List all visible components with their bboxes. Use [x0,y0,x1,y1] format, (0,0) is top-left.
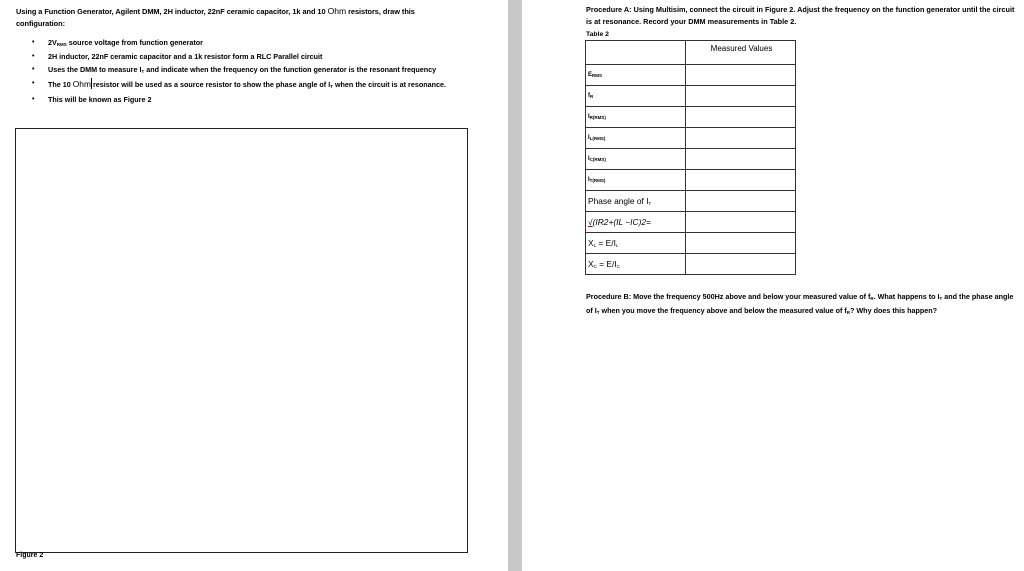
row-label-phase-angle [586,191,686,212]
label-main: = E/I [596,238,616,248]
right-page [522,0,1024,571]
label-main: X [588,238,594,248]
label-main: I [588,114,590,120]
config-bullet-list [16,37,456,106]
row-label-xl [586,233,686,254]
subscript: T [330,84,333,90]
value-cell-current-formula[interactable] [686,212,796,233]
procedure-b-text: and the phase angle of I [586,292,1014,316]
bullet-item [16,64,456,78]
row-label-ic [586,149,686,170]
bullet-icon: • [32,39,35,46]
row-label-it [586,170,686,191]
bullet-icon: • [32,80,35,88]
table-label: Table 2 [586,31,609,38]
procedure-a-text: Procedure A: Using [586,5,654,14]
table-row [586,149,796,170]
subscript: R(RMS) [589,115,606,120]
table-row [586,65,796,86]
sqrt-symbol: √ [588,217,593,227]
value-cell-il[interactable] [686,128,796,149]
subscript: T [939,296,943,301]
subscript: T [648,201,652,206]
intro-text: Using a Function Generator, Agilent DMM, 2H inductor, 22nF ceramic capacitor, 1k and 10 [16,7,326,16]
bullet-text: and indicate when the frequency on the function generator is the resonant frequency [146,64,437,74]
multisim-text: Multisim [655,5,686,14]
bullet-text: Uses the DMM to measure I [48,64,142,74]
table-row [586,128,796,149]
value-cell-fr[interactable] [686,86,796,107]
bullet-item [16,51,456,63]
procedure-a-paragraph [586,4,1018,28]
procedure-b-text: . What happens to I [873,292,940,301]
table-row [586,86,796,107]
value-cell-erms[interactable] [686,65,796,86]
bullet-text: source voltage from function generator [68,38,203,47]
table-row [586,191,796,212]
label-main: I [588,135,590,141]
bullet-item [16,94,456,106]
subscript: L [593,243,597,248]
table-row [586,212,796,233]
bullet-icon: • [32,95,35,103]
table-row [586,170,796,191]
left-page [0,0,508,571]
page-gutter [508,0,522,571]
ohm-text: Ohm [72,79,91,90]
measured-values-header: Measured Values [686,41,796,65]
label-main: I [588,177,590,183]
bullet-item [16,37,456,51]
measurement-table [585,40,796,275]
figure-label: Figure 2 [16,552,44,559]
value-cell-xc[interactable] [686,254,796,275]
bullet-text: This will be known as Figure 2 [48,94,152,104]
bullet-text: resistor will be used as a source resistor to show the phase angle of I [92,80,331,90]
table-row [586,107,796,128]
formula-part: −IC [625,217,639,227]
bullet-text: 2H inductor, 22nF ceramic capacitor and a 1k resistor form a RLC Parallel circuit [48,52,323,62]
bullet-text: 2V [48,38,57,47]
subscript: RMS [592,73,603,78]
bullet-icon: • [32,53,35,61]
procedure-b-text: ? Why does this happen? [850,306,938,316]
procedure-b-paragraph [586,291,1018,320]
procedure-a-text-end: , connect the circuit in Figure 2. Adjust the frequency on the function generator until the circuit is at resonance. Record your DMM measurements in Table 2. [586,5,1015,27]
label-main: X [588,259,594,269]
label-main: f [588,93,590,99]
row-label-xc [586,254,686,275]
table-row [586,41,796,65]
subscript: T [141,68,145,74]
formula-part: (IR2 [592,217,609,227]
row-label-ir [586,107,686,128]
row-label-current-formula [586,212,686,233]
row-label-fr [586,86,686,107]
formula-part: )2= [638,217,651,227]
subscript: C [593,264,597,269]
table-corner-cell [586,41,686,65]
table-row [586,254,796,275]
bullet-text: when the circuit is at resonance. [334,80,446,90]
bullet-icon: • [32,65,35,73]
label-main: = E/I [596,259,617,269]
row-label-erms [586,65,686,86]
procedure-b-text: when you move the frequency above and below the measured value of f [601,306,847,316]
intro-paragraph [16,5,456,30]
row-label-il [586,128,686,149]
subscript: T [596,310,600,316]
subscript: L [615,243,619,248]
subscript: L(RMS) [589,136,606,141]
label-main: E [588,72,593,78]
value-cell-phase-angle[interactable] [686,191,796,212]
subscript: T(RMS) [589,178,606,183]
table-row [586,233,796,254]
bullet-item [16,78,456,93]
value-cell-it[interactable] [686,170,796,191]
subscript: R [870,296,874,301]
value-cell-ic[interactable] [686,149,796,170]
subscript: RMS [56,42,67,47]
subscript: C [616,264,620,269]
label-main: I [588,156,590,162]
subscript: C(RMS) [589,157,606,162]
subscript: R [590,94,594,99]
formula-part: +(IL [608,217,623,227]
procedure-b-text: Procedure B: Move the frequency 500Hz above and below your measured value of f [586,292,871,301]
intro-text-end: resistors, draw this configuration: [16,7,415,28]
subscript: R [846,310,851,316]
bullet-text: The 10 [48,80,71,90]
value-cell-ir[interactable] [686,107,796,128]
text-cursor [91,78,92,89]
value-cell-xl[interactable] [686,233,796,254]
label-main: Phase angle of I [588,196,649,206]
figure-2-drawing-box[interactable] [15,128,468,553]
intro-ohm-text: Ohm [327,6,347,16]
